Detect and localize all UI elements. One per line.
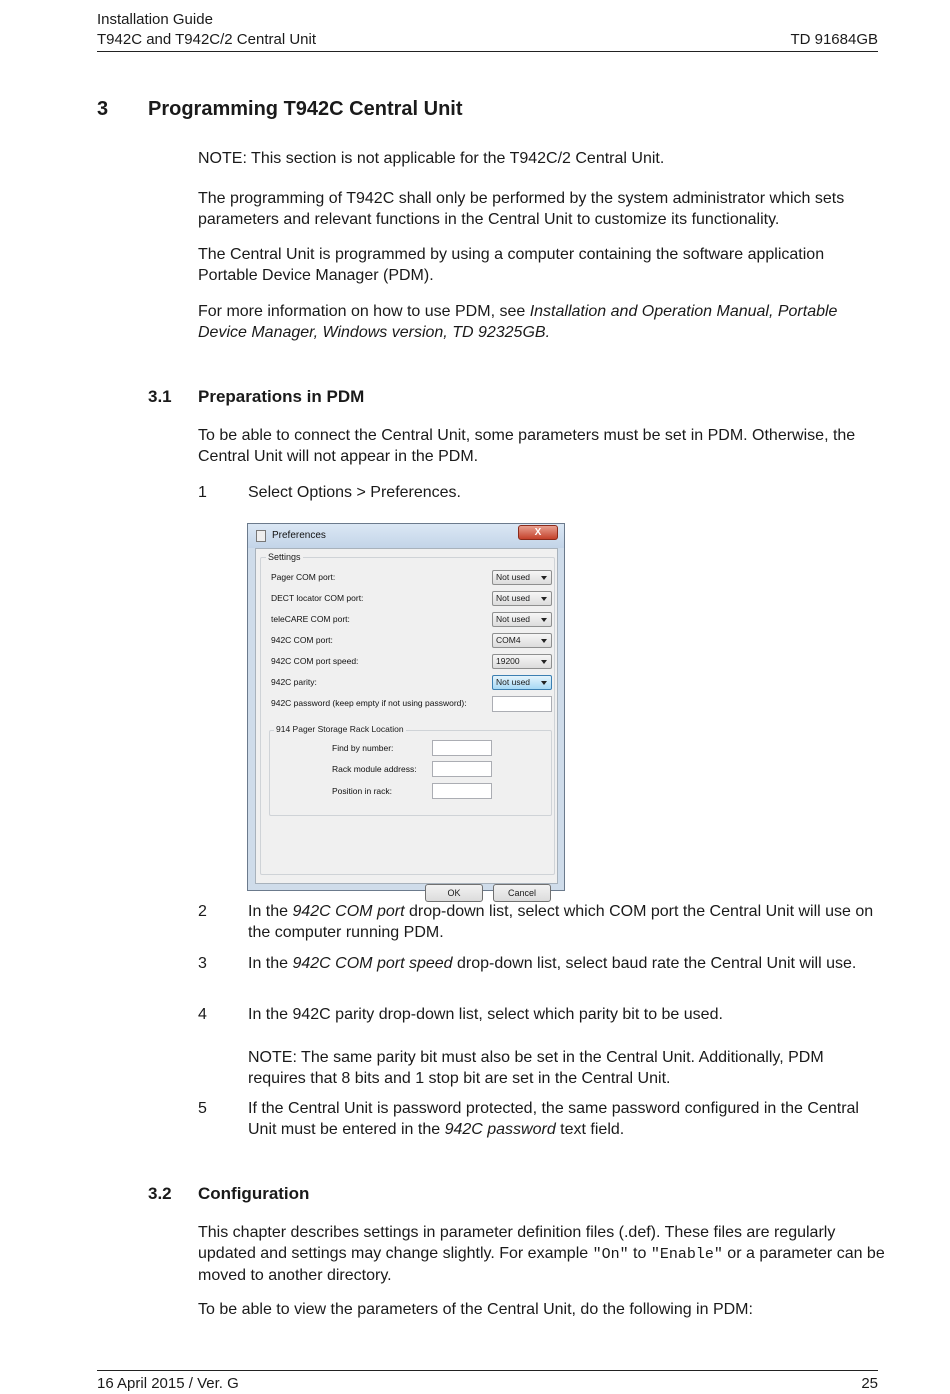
manual-reference: Installation and Operation Manual, Portable Device Manager, Windows version, TD 92325GB. (198, 303, 838, 341)
com-port-label: 942C COM port: (271, 635, 333, 645)
section-32-number: 3.2 (148, 1184, 172, 1203)
chevron-down-icon (541, 597, 547, 601)
pager-com-value: Not used (496, 572, 531, 582)
chevron-down-icon (541, 618, 547, 622)
step-3-number: 3 (198, 955, 207, 972)
settings-group-label: Settings (268, 552, 301, 562)
rack-module-field[interactable] (432, 761, 492, 777)
section-32-title: Configuration (198, 1184, 310, 1203)
step-3-text (248, 953, 878, 974)
on-literal: "On" (592, 1246, 629, 1263)
password-field[interactable] (492, 696, 552, 712)
step-2-number: 2 (198, 903, 207, 920)
page-number: 25 (861, 1375, 878, 1392)
com-speed-select[interactable] (492, 654, 552, 669)
p1-lead: This chapter describes settings in parameter definition files (.def). These files are regularly updated and settings may change slightly. For example (198, 1224, 836, 1262)
com-port-select[interactable] (492, 633, 552, 648)
password-label: 942C password (keep empty if not using password): (271, 698, 467, 708)
header-doc-id: TD 91684GB (790, 31, 878, 48)
step-4-number: 4 (198, 1006, 207, 1023)
enable-literal: "Enable" (650, 1246, 723, 1263)
step-5-text (248, 1098, 878, 1140)
p3-prefix: For more information on how to use PDM, see (198, 303, 530, 320)
step-3-lead: In the (248, 955, 293, 972)
find-by-number-label: Find by number: (332, 743, 394, 753)
step-2-lead: In the (248, 903, 293, 920)
ok-button[interactable]: OK (425, 884, 483, 902)
position-field[interactable] (432, 783, 492, 799)
step-4-note: NOTE: The same parity bit must also be set in the Central Unit. Additionally, PDM requires that 8 bits and 1 stop bit are set in the Central Unit. (248, 1049, 824, 1087)
section-3-note: NOTE: This section is not applicable for the T942C/2 Central Unit. (198, 150, 665, 167)
telecare-com-value: Not used (496, 614, 531, 624)
header-left (97, 10, 316, 50)
header-guide-title: Installation Guide (97, 11, 213, 28)
dect-com-label: DECT locator COM port: (271, 593, 364, 603)
section-3-title: Programming T942C Central Unit (148, 98, 463, 120)
section-31-intro: To be able to connect the Central Unit, some parameters must be set in PDM. Otherwise, the Central Unit will not appear in the PDM. (198, 427, 856, 465)
close-button[interactable]: X (518, 525, 558, 540)
position-label: Position in rack: (332, 786, 392, 796)
section-3-paragraph-2: The Central Unit is programmed by using a computer containing the software application Portable Device Manager (PDM). (198, 246, 825, 284)
settings-group (260, 552, 555, 875)
preferences-dialog (247, 523, 565, 898)
rack-module-label: Rack module address: (332, 764, 417, 774)
page-footer (97, 1370, 878, 1394)
dect-com-select[interactable] (492, 591, 552, 606)
step-2-field-name: 942C COM port (292, 903, 405, 920)
p1-to: to (628, 1245, 651, 1262)
chevron-down-icon (541, 681, 547, 685)
section-32-paragraph-1 (198, 1222, 888, 1286)
step-5-field-name: 942C password (444, 1121, 556, 1138)
section-3-paragraph-3 (198, 301, 888, 343)
p1-rest: or a parameter can be moved to another directory. (198, 1245, 885, 1284)
step-2-rest: drop-down list, select which COM port the Central Unit will use on the computer running PDM. (248, 903, 874, 941)
parity-select[interactable] (492, 675, 552, 690)
dialog-body (255, 548, 558, 898)
chevron-down-icon (541, 576, 547, 580)
step-5-number: 5 (198, 1100, 207, 1117)
chevron-down-icon (541, 660, 547, 664)
footer-date-version: 16 April 2015 / Ver. G (97, 1375, 239, 1392)
chevron-down-icon (541, 639, 547, 643)
dialog-titlebar (248, 524, 564, 548)
telecare-com-select[interactable] (492, 612, 552, 627)
parity-label: 942C parity: (271, 677, 317, 687)
step-3-rest: drop-down list, select baud rate the Central Unit will use. (452, 955, 857, 972)
section-32-paragraph-2: To be able to view the parameters of the Central Unit, do the following in PDM: (198, 1301, 753, 1318)
cancel-button[interactable]: Cancel (493, 884, 551, 902)
step-3-field-name: 942C COM port speed (292, 955, 453, 972)
com-port-value: COM4 (496, 635, 521, 645)
dect-com-value: Not used (496, 593, 531, 603)
pager-com-label: Pager COM port: (271, 572, 336, 582)
section-3-number: 3 (97, 98, 109, 120)
pager-com-select[interactable] (492, 570, 552, 585)
section-3-paragraph-1: The programming of T942C shall only be performed by the system administrator which sets parameters and relevant functions in the Central Unit to customize its functionality. (198, 190, 845, 228)
step-2-text (248, 901, 878, 943)
dialog-title: Preferences (272, 530, 326, 541)
rack-location-label: 914 Pager Storage Rack Location (276, 724, 404, 734)
com-speed-value: 19200 (496, 656, 520, 666)
header-product: T942C and T942C/2 Central Unit (97, 31, 317, 48)
app-icon (256, 530, 266, 542)
step-1-text: Select Options > Preferences. (248, 484, 461, 501)
page-header (97, 10, 878, 52)
rack-location-group (269, 724, 552, 816)
section-31-number: 3.1 (148, 387, 172, 406)
parity-value: Not used (496, 677, 531, 687)
step-4-text: In the 942C parity drop-down list, select which parity bit to be used. (248, 1006, 723, 1023)
telecare-com-label: teleCARE COM port: (271, 614, 350, 624)
section-31-title: Preparations in PDM (198, 387, 365, 406)
find-by-number-field[interactable] (432, 740, 492, 756)
step-1-number: 1 (198, 484, 207, 501)
com-speed-label: 942C COM port speed: (271, 656, 359, 666)
step-5-lead: If the Central Unit is password protected, the same password configured in the Central Unit must be entered in the (248, 1100, 859, 1138)
step-5-rest: text field. (555, 1121, 625, 1138)
